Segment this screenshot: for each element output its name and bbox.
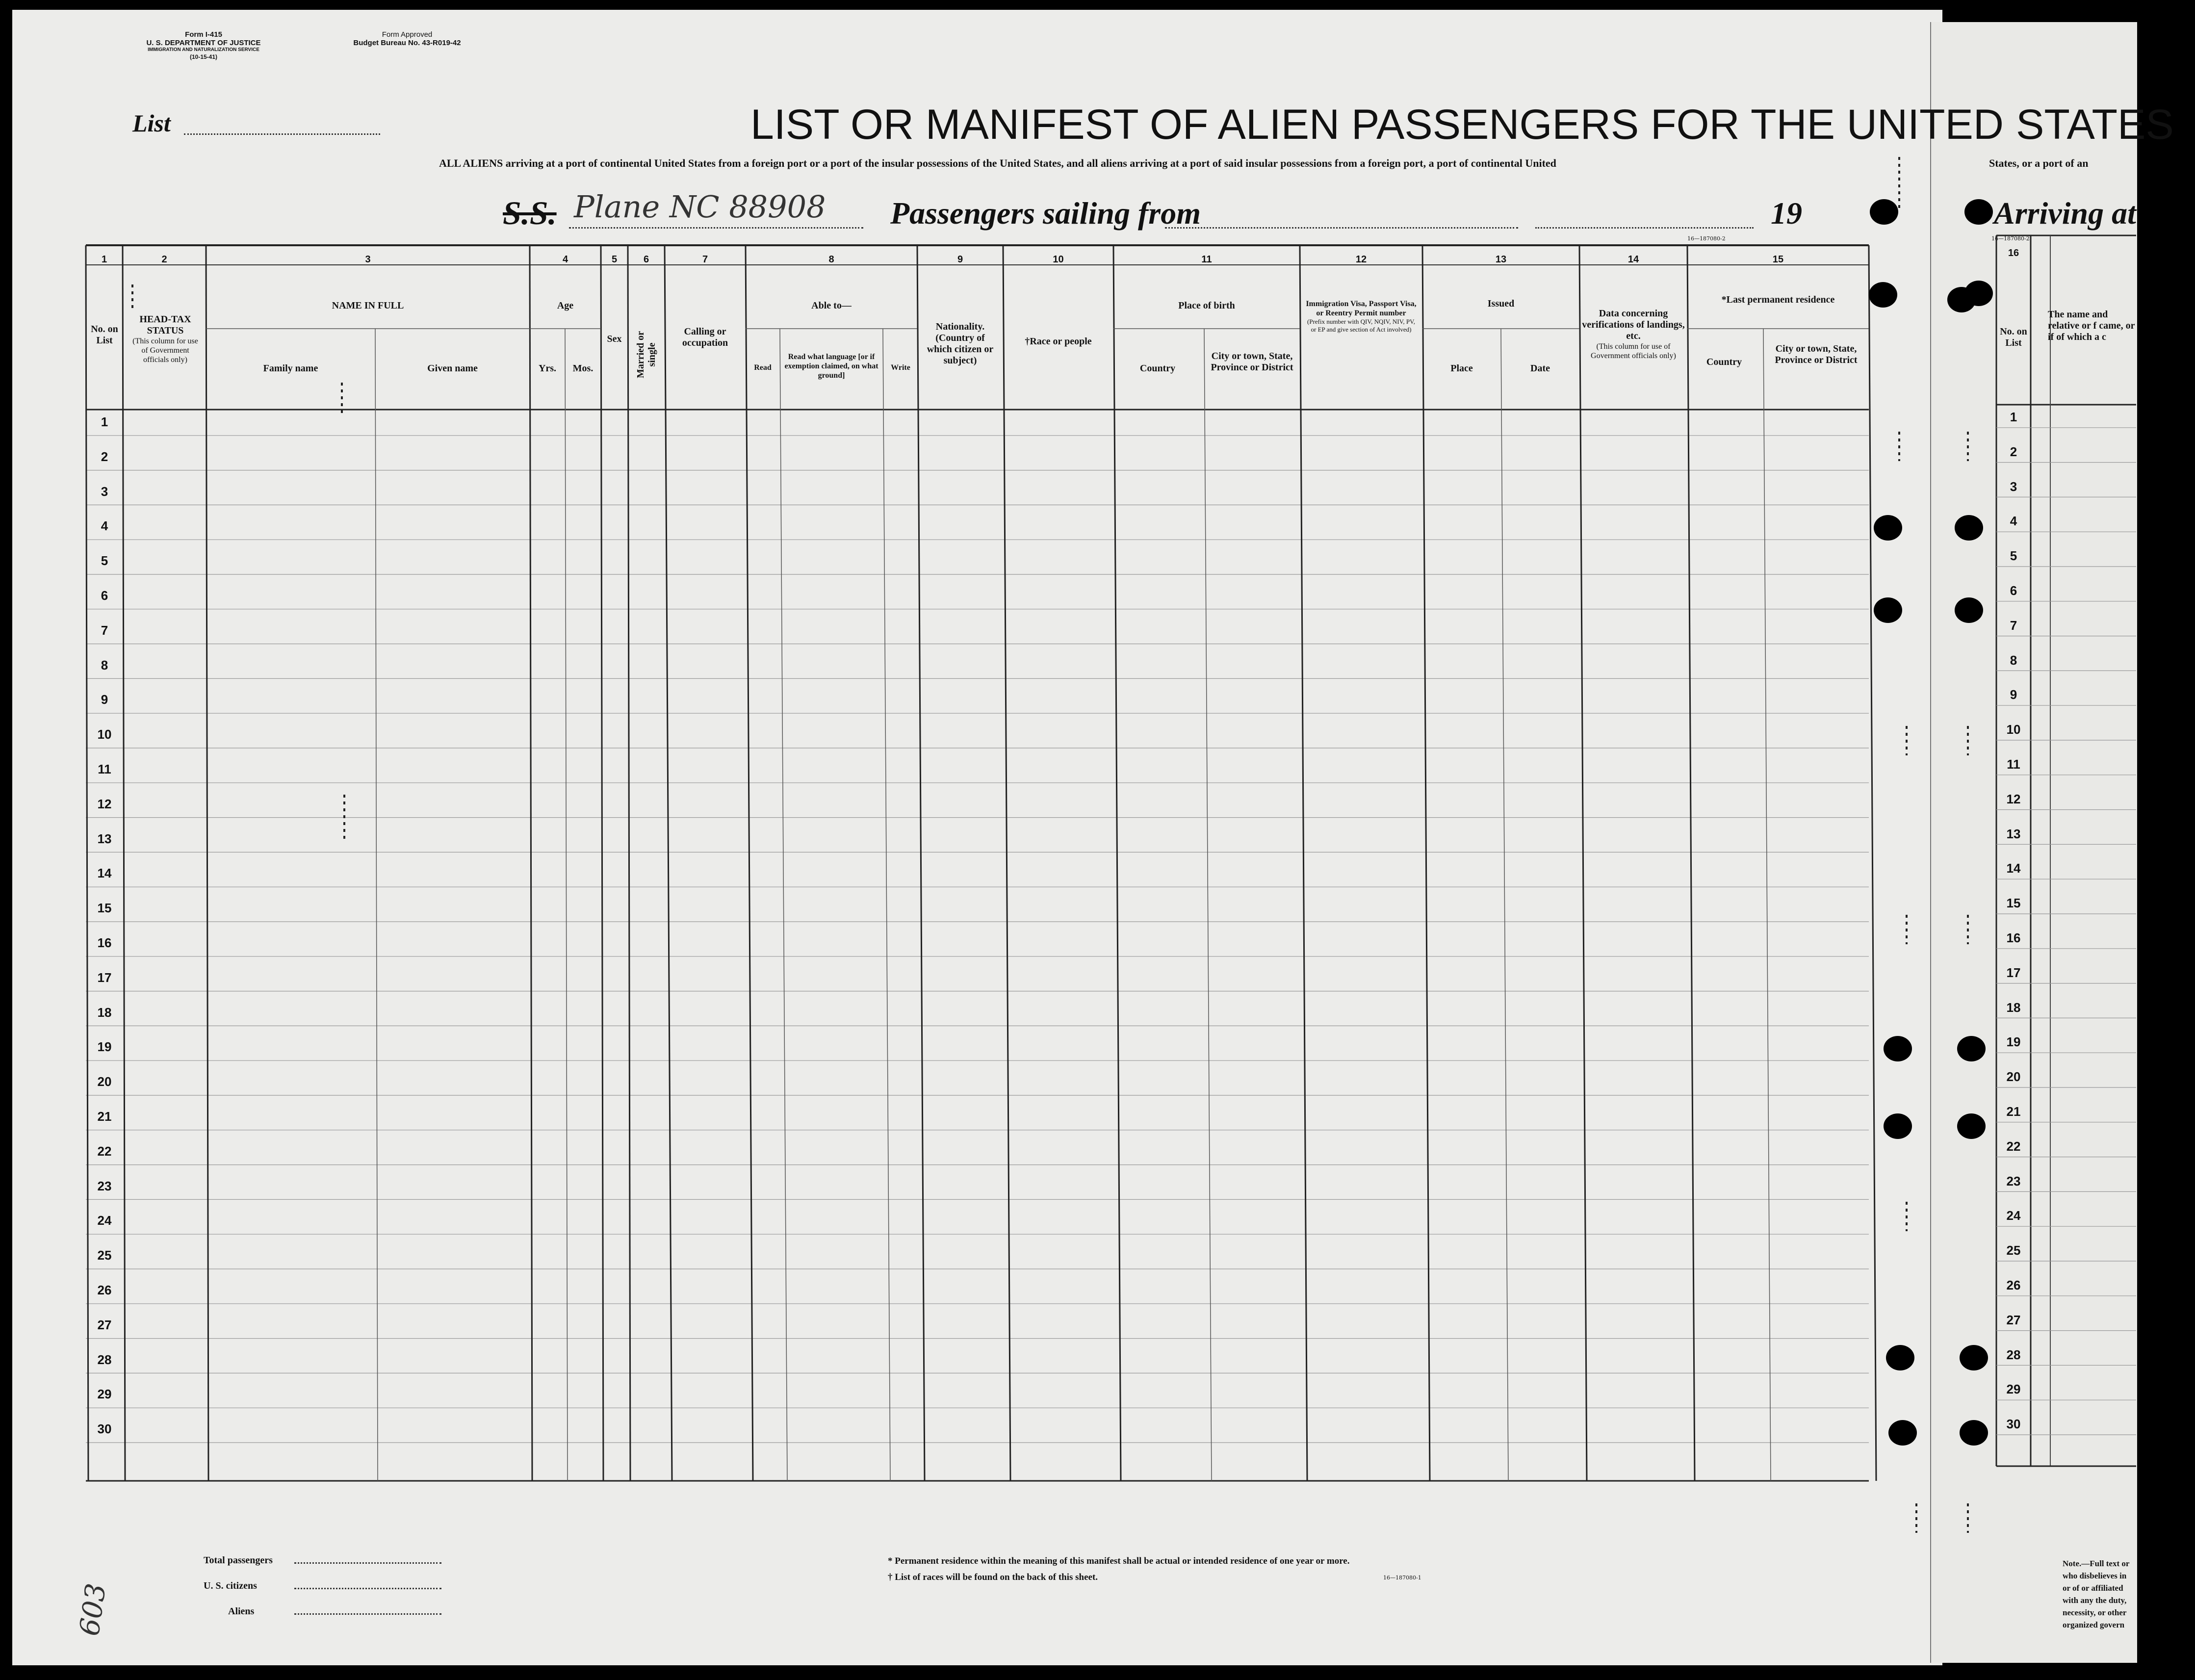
header-yrs: Yrs.: [538, 363, 557, 374]
header-residence-city: City or town, State, Province or District: [1775, 343, 1858, 365]
header-calling: Calling or occupation: [682, 326, 728, 348]
header-residence-country: Country: [1706, 357, 1742, 367]
perforation: [343, 795, 345, 839]
col-number-14: 14: [1627, 254, 1639, 265]
row-number-21: 21: [97, 1109, 112, 1124]
column-line: [1687, 245, 1695, 1481]
page-title-continued: STATES: [2016, 101, 2174, 148]
right-row-number-17: 17: [2006, 965, 2021, 980]
col-number-5: 5: [611, 254, 618, 265]
header-birth-city: City or town, State, Province or District: [1211, 351, 1293, 373]
header-last-residence: *Last permanent residence: [1721, 294, 1835, 305]
header-sex: Sex: [607, 334, 622, 344]
right-row-number-1: 1: [2010, 410, 2017, 424]
column-line: [1003, 245, 1010, 1481]
header-birth-country: Country: [1139, 363, 1176, 374]
punch-hole: [1888, 1420, 1917, 1446]
row-number-25: 25: [97, 1248, 112, 1263]
row-number-13: 13: [97, 831, 112, 846]
row-number-12: 12: [97, 796, 112, 811]
column-line: [375, 329, 378, 1481]
header-no-on-list: No. on List: [91, 324, 118, 346]
column-line: [1763, 329, 1771, 1481]
perforation: [1967, 432, 1969, 461]
year-label: 19: [1771, 196, 1802, 231]
perforation: [1967, 915, 1969, 944]
header-married: Married or single: [635, 331, 657, 379]
right-row-number-23: 23: [2006, 1173, 2021, 1189]
aliens-label: Aliens: [228, 1606, 255, 1617]
punch-hole: [1955, 515, 1983, 541]
col-number-13: 13: [1495, 254, 1507, 265]
form-approval: [343, 30, 471, 47]
punch-hole: [1874, 597, 1902, 623]
row-number-30: 30: [97, 1422, 112, 1437]
right-row-number-28: 28: [2006, 1347, 2021, 1362]
note-residence: * Permanent residence within the meaning of this manifest shall be actual or intended residence of one year or more.: [888, 1556, 1350, 1566]
column-line: [206, 245, 208, 1481]
perforation: [1915, 1503, 1917, 1533]
header-race: †Race or people: [1025, 336, 1092, 347]
header-able-to: Able to—: [811, 300, 852, 311]
right-row-number-30: 30: [2006, 1417, 2021, 1432]
vessel-name-handwritten: Plane NC 88908: [574, 189, 826, 225]
punch-hole: [1960, 1345, 1988, 1370]
right-row-number-13: 13: [2006, 826, 2021, 841]
aliens-field[interactable]: [294, 1613, 441, 1615]
col-number-4: 4: [562, 254, 568, 265]
total-passengers-field[interactable]: [294, 1562, 441, 1564]
column-line: [565, 329, 568, 1481]
col-number-2: 2: [161, 254, 167, 265]
row-number-14: 14: [97, 866, 112, 881]
right-row-number-25: 25: [2006, 1243, 2021, 1258]
right-row-number-6: 6: [2010, 583, 2017, 598]
perforation: [1898, 157, 1900, 211]
row-number-26: 26: [97, 1283, 112, 1297]
column-line: [1300, 245, 1307, 1481]
right-row-number-12: 12: [2006, 791, 2021, 806]
row-number-19: 19: [97, 1039, 112, 1055]
column-line: [746, 245, 753, 1481]
row-number-3: 3: [101, 484, 108, 499]
row-number-9: 9: [101, 692, 108, 707]
header-nationality: Nationality. (Country of which citizen or subject): [927, 321, 994, 366]
perforation: [1967, 1503, 1969, 1533]
column-line: [601, 245, 603, 1481]
sailing-from-label: Passengers sailing from: [890, 196, 1201, 231]
subtitle-continued: States, or a port of an: [1989, 157, 2089, 169]
row-number-8: 8: [101, 657, 108, 672]
header-right-no-on-list: No. on List: [2000, 326, 2027, 348]
right-row-number-8: 8: [2010, 652, 2017, 668]
perforation: [1898, 432, 1900, 461]
header-place-of-birth: Place of birth: [1178, 300, 1235, 311]
header-verification-note: (This column for use of Government officials only): [1591, 342, 1676, 360]
row-number-22: 22: [97, 1143, 112, 1159]
col-number-8: 8: [828, 254, 834, 265]
us-citizens-label: U. S. citizens: [204, 1580, 257, 1591]
column-line: [780, 329, 787, 1481]
row-number-5: 5: [101, 553, 108, 569]
col-number-3: 3: [365, 254, 371, 265]
punch-hole: [1960, 1420, 1988, 1446]
ss-label: S.S.: [503, 194, 557, 232]
right-row-number-9: 9: [2010, 687, 2017, 702]
header-visa-title: Immigration Visa, Passport Visa, or Reentry Permit number: [1306, 300, 1417, 317]
punch-hole: [1957, 1036, 1986, 1061]
column-line: [530, 245, 532, 1481]
approved-label: Form Approved: [382, 30, 433, 39]
margin-handwritten-number: 603: [74, 1581, 113, 1638]
header-write: Write: [891, 363, 910, 372]
right-row-number-15: 15: [2006, 896, 2021, 911]
form-date: (10-15-41): [189, 53, 218, 60]
column-line: [1579, 245, 1587, 1481]
row-number-4: 4: [101, 518, 108, 534]
punch-hole: [1869, 282, 1897, 308]
print-code-right: 16—187080-2: [1991, 235, 2030, 242]
list-label: List: [132, 109, 171, 137]
header-head-tax-note: (This column for use of Government officials only): [132, 337, 198, 364]
row-number-16: 16: [97, 935, 112, 950]
row-number-27: 27: [97, 1317, 112, 1332]
service-name: IMMIGRATION AND NATURALIZATION SERVICE: [148, 47, 259, 52]
punch-hole: [1886, 1345, 1914, 1370]
header-family-name: Family name: [263, 363, 318, 374]
row-number-18: 18: [97, 1005, 112, 1020]
right-row-number-4: 4: [2010, 514, 2017, 529]
form-number: Form I-415: [185, 30, 222, 39]
right-row-number-3: 3: [2010, 479, 2017, 494]
header-head-tax-title: HEAD-TAX STATUS: [139, 314, 191, 336]
col-number-6: 6: [643, 254, 649, 265]
col-number-16: 16: [2008, 248, 2019, 258]
note-races: † List of races will be found on the back of this sheet.: [888, 1572, 1098, 1582]
right-row-number-11: 11: [2007, 757, 2020, 772]
header-mos: Mos.: [572, 363, 594, 374]
right-row-number-14: 14: [2006, 861, 2021, 876]
list-number-field[interactable]: [184, 133, 380, 135]
row-number-6: 6: [101, 588, 108, 603]
column-line: [1204, 329, 1212, 1481]
right-row-number-29: 29: [2006, 1382, 2021, 1397]
department-name: U. S. DEPARTMENT OF JUSTICE: [146, 39, 261, 47]
column-line: [883, 329, 890, 1481]
right-row-number-18: 18: [2006, 1000, 2021, 1015]
page-title: LIST OR MANIFEST OF ALIEN PASSENGERS FOR THE UNITED: [750, 101, 2004, 148]
header-given-name: Given name: [427, 363, 478, 374]
print-code: 16—187080-2: [1687, 235, 1726, 242]
header-age: Age: [557, 300, 574, 311]
perforation: [131, 284, 133, 309]
column-line: [1501, 329, 1508, 1481]
row-number-20: 20: [97, 1074, 112, 1089]
col-number-15: 15: [1772, 254, 1784, 265]
punch-hole: [1870, 199, 1898, 225]
us-citizens-field[interactable]: [294, 1588, 441, 1589]
arriving-at-label: Arriving at: [1994, 196, 2136, 231]
row-number-7: 7: [101, 622, 108, 638]
punch-hole: [1884, 1113, 1912, 1139]
row-number-23: 23: [97, 1178, 112, 1193]
col-number-12: 12: [1355, 254, 1367, 265]
row-number-29: 29: [97, 1387, 112, 1402]
punch-hole: [1964, 281, 1993, 306]
header-verification: [1582, 308, 1685, 361]
perforation: [1906, 915, 1908, 944]
sailing-from-field[interactable]: [1165, 227, 1518, 229]
column-line: [628, 245, 630, 1481]
header-right-relative: The name and relative or f came, or if of which a c: [2048, 309, 2135, 342]
col-number-7: 7: [702, 254, 708, 265]
note-right: Note.—Full text or who disbelieves in or of or affiliated with any the duty, necessity, or other organized govern: [2063, 1559, 2130, 1629]
right-row-number-20: 20: [2006, 1069, 2021, 1085]
print-code-footer: 16—187080-1: [1383, 1575, 1421, 1581]
col-number-11: 11: [1201, 254, 1212, 265]
row-number-24: 24: [97, 1213, 112, 1228]
row-number-1: 1: [101, 414, 108, 429]
header-verification-title: Data concerning verifications of landings, etc.: [1582, 308, 1685, 341]
right-row-number-27: 27: [2006, 1312, 2021, 1327]
header-read-language: Read what language [or if exemption claimed, on what ground]: [784, 353, 878, 380]
budget-number: Budget Bureau No. 43-R019-42: [353, 39, 461, 47]
sailing-date-field[interactable]: [1535, 227, 1754, 229]
column-line: [123, 245, 125, 1481]
col-number-9: 9: [957, 254, 963, 265]
header-read: Read: [754, 363, 772, 372]
form-info: [113, 30, 294, 61]
row-number-15: 15: [97, 901, 112, 916]
subtitle: ALL ALIENS arriving at a port of continental United States from a foreign port or a port of the insular possessions of the United States, and all aliens arriving at a port of said insular possessions from a foreign port, a port of continental United: [439, 157, 1556, 169]
header-name-in-full: NAME IN FULL: [332, 300, 404, 311]
vessel-name-field[interactable]: [569, 227, 863, 229]
perforation: [1906, 726, 1908, 755]
punch-hole: [1884, 1036, 1912, 1061]
right-row-number-7: 7: [2010, 618, 2017, 633]
column-line: [1869, 245, 1876, 1481]
right-row-number-19: 19: [2006, 1034, 2021, 1050]
row-number-10: 10: [97, 727, 112, 742]
perforation: [341, 383, 343, 417]
row-number-28: 28: [97, 1352, 112, 1367]
punch-hole: [1874, 515, 1902, 541]
punch-hole: [1957, 1113, 1986, 1139]
header-head-tax: [129, 314, 202, 364]
row-number-11: 11: [98, 762, 111, 776]
right-row-number-22: 22: [2006, 1138, 2021, 1154]
punch-hole: [1955, 597, 1983, 623]
total-passengers-label: Total passengers: [204, 1555, 273, 1566]
col-number-1: 1: [101, 254, 107, 265]
right-row-number-2: 2: [2010, 444, 2017, 459]
header-issued: Issued: [1487, 298, 1515, 309]
column-line: [1422, 245, 1430, 1481]
punch-hole: [1964, 199, 1993, 225]
right-row-number-26: 26: [2006, 1278, 2021, 1292]
perforation: [1967, 726, 1969, 755]
column-line: [917, 245, 925, 1481]
row-number-2: 2: [101, 449, 108, 464]
right-row-number-24: 24: [2006, 1208, 2021, 1223]
perforation: [1906, 1202, 1908, 1231]
header-issued-date: Date: [1530, 363, 1550, 374]
right-row-number-10: 10: [2006, 722, 2021, 737]
column-line: [665, 245, 672, 1481]
col-number-10: 10: [1053, 254, 1064, 265]
row-number-17: 17: [97, 970, 112, 985]
right-row-number-21: 21: [2006, 1104, 2021, 1119]
header-visa-note: (Prefix number with QIV, NQIV, NIV, PV, or EP and give section of Act involved): [1307, 318, 1416, 333]
right-row-number-16: 16: [2006, 930, 2021, 945]
column-line: [1113, 245, 1121, 1481]
header-issued-place: Place: [1450, 363, 1473, 374]
header-visa: [1305, 299, 1418, 334]
right-row-number-5: 5: [2010, 548, 2017, 564]
